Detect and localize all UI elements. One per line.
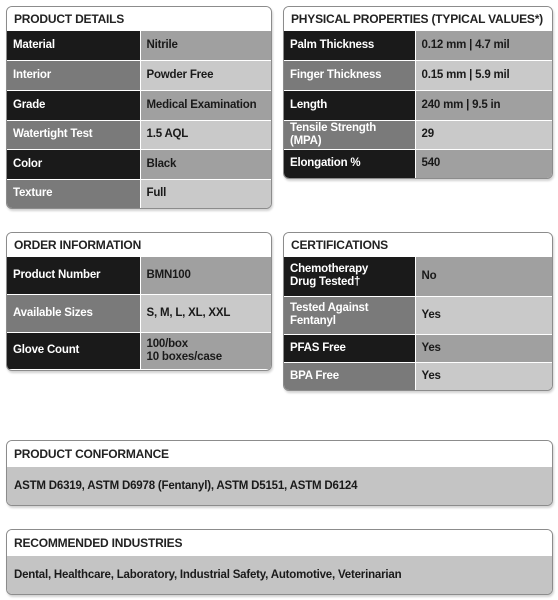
row-label: Tested Against Fentanyl [284,296,415,334]
product-conformance-text: ASTM D6319, ASTM D6978 (Fentanyl), ASTM D5151, ASTM D6124 [7,467,552,505]
row-value: Yes [415,334,552,362]
table-row [284,334,552,362]
table-row [284,257,552,296]
row-label: Chemotherapy Drug Tested† [284,257,415,296]
row-value: Yes [415,362,552,390]
row-value: No [415,257,552,296]
row-label: Tensile Strength (MPA) [284,120,415,149]
row-value: Powder Free [140,60,271,90]
table-row [7,120,271,149]
table-row [7,90,271,120]
row-value: Black [140,149,271,179]
row-value: BMN100 [140,257,271,294]
certifications-title: CERTIFICATIONS [284,233,552,257]
row-value: Nitrile [140,31,271,60]
row-label: Palm Thickness [284,31,415,60]
table-row [7,332,271,369]
row-label: Material [7,31,140,60]
product-details-table [7,31,271,208]
row-label: Elongation % [284,149,415,178]
row-value: 540 [415,149,552,178]
row-label: Interior [7,60,140,90]
row-label: PFAS Free [284,334,415,362]
certifications-panel [283,232,553,391]
table-row [284,149,552,178]
table-row [284,60,552,90]
order-information-table [7,257,271,369]
row-label: Color [7,149,140,179]
row-value: Medical Examination [140,90,271,120]
row-value: 0.12 mm | 4.7 mil [415,31,552,60]
row-label: Grade [7,90,140,120]
product-details-title: PRODUCT DETAILS [7,7,271,31]
product-details-panel [6,6,272,209]
table-row [284,120,552,149]
row-label: Product Number [7,257,140,294]
physical-properties-table [284,31,552,178]
row-label: Watertight Test [7,120,140,149]
row-label: Texture [7,179,140,208]
physical-properties-panel [283,6,553,179]
table-row [7,149,271,179]
table-row [284,90,552,120]
table-row [284,296,552,334]
row-label: Glove Count [7,332,140,369]
row-label: Length [284,90,415,120]
row-value: 100/box 10 boxes/case [140,332,271,369]
recommended-industries-panel [6,529,553,595]
row-value: 29 [415,120,552,149]
row-value: Yes [415,296,552,334]
table-row [7,294,271,332]
certifications-table [284,257,552,390]
row-label: Finger Thickness [284,60,415,90]
row-value: 240 mm | 9.5 in [415,90,552,120]
row-value: Full [140,179,271,208]
product-conformance-title: PRODUCT CONFORMANCE [7,441,552,467]
row-label: Available Sizes [7,294,140,332]
recommended-industries-title: RECOMMENDED INDUSTRIES [7,530,552,556]
physical-properties-title: PHYSICAL PROPERTIES (TYPICAL VALUES*) [284,7,552,31]
row-value: 1.5 AQL [140,120,271,149]
table-row [284,31,552,60]
table-row [7,257,271,294]
row-value: S, M, L, XL, XXL [140,294,271,332]
order-information-title: ORDER INFORMATION [7,233,271,257]
recommended-industries-text: Dental, Healthcare, Laboratory, Industrial Safety, Automotive, Veterinarian [7,556,552,594]
table-row [7,31,271,60]
table-row [284,362,552,390]
row-value: 0.15 mm | 5.9 mil [415,60,552,90]
table-row [7,179,271,208]
order-information-panel [6,232,272,371]
product-conformance-panel [6,440,553,506]
row-label: BPA Free [284,362,415,390]
table-row [7,60,271,90]
